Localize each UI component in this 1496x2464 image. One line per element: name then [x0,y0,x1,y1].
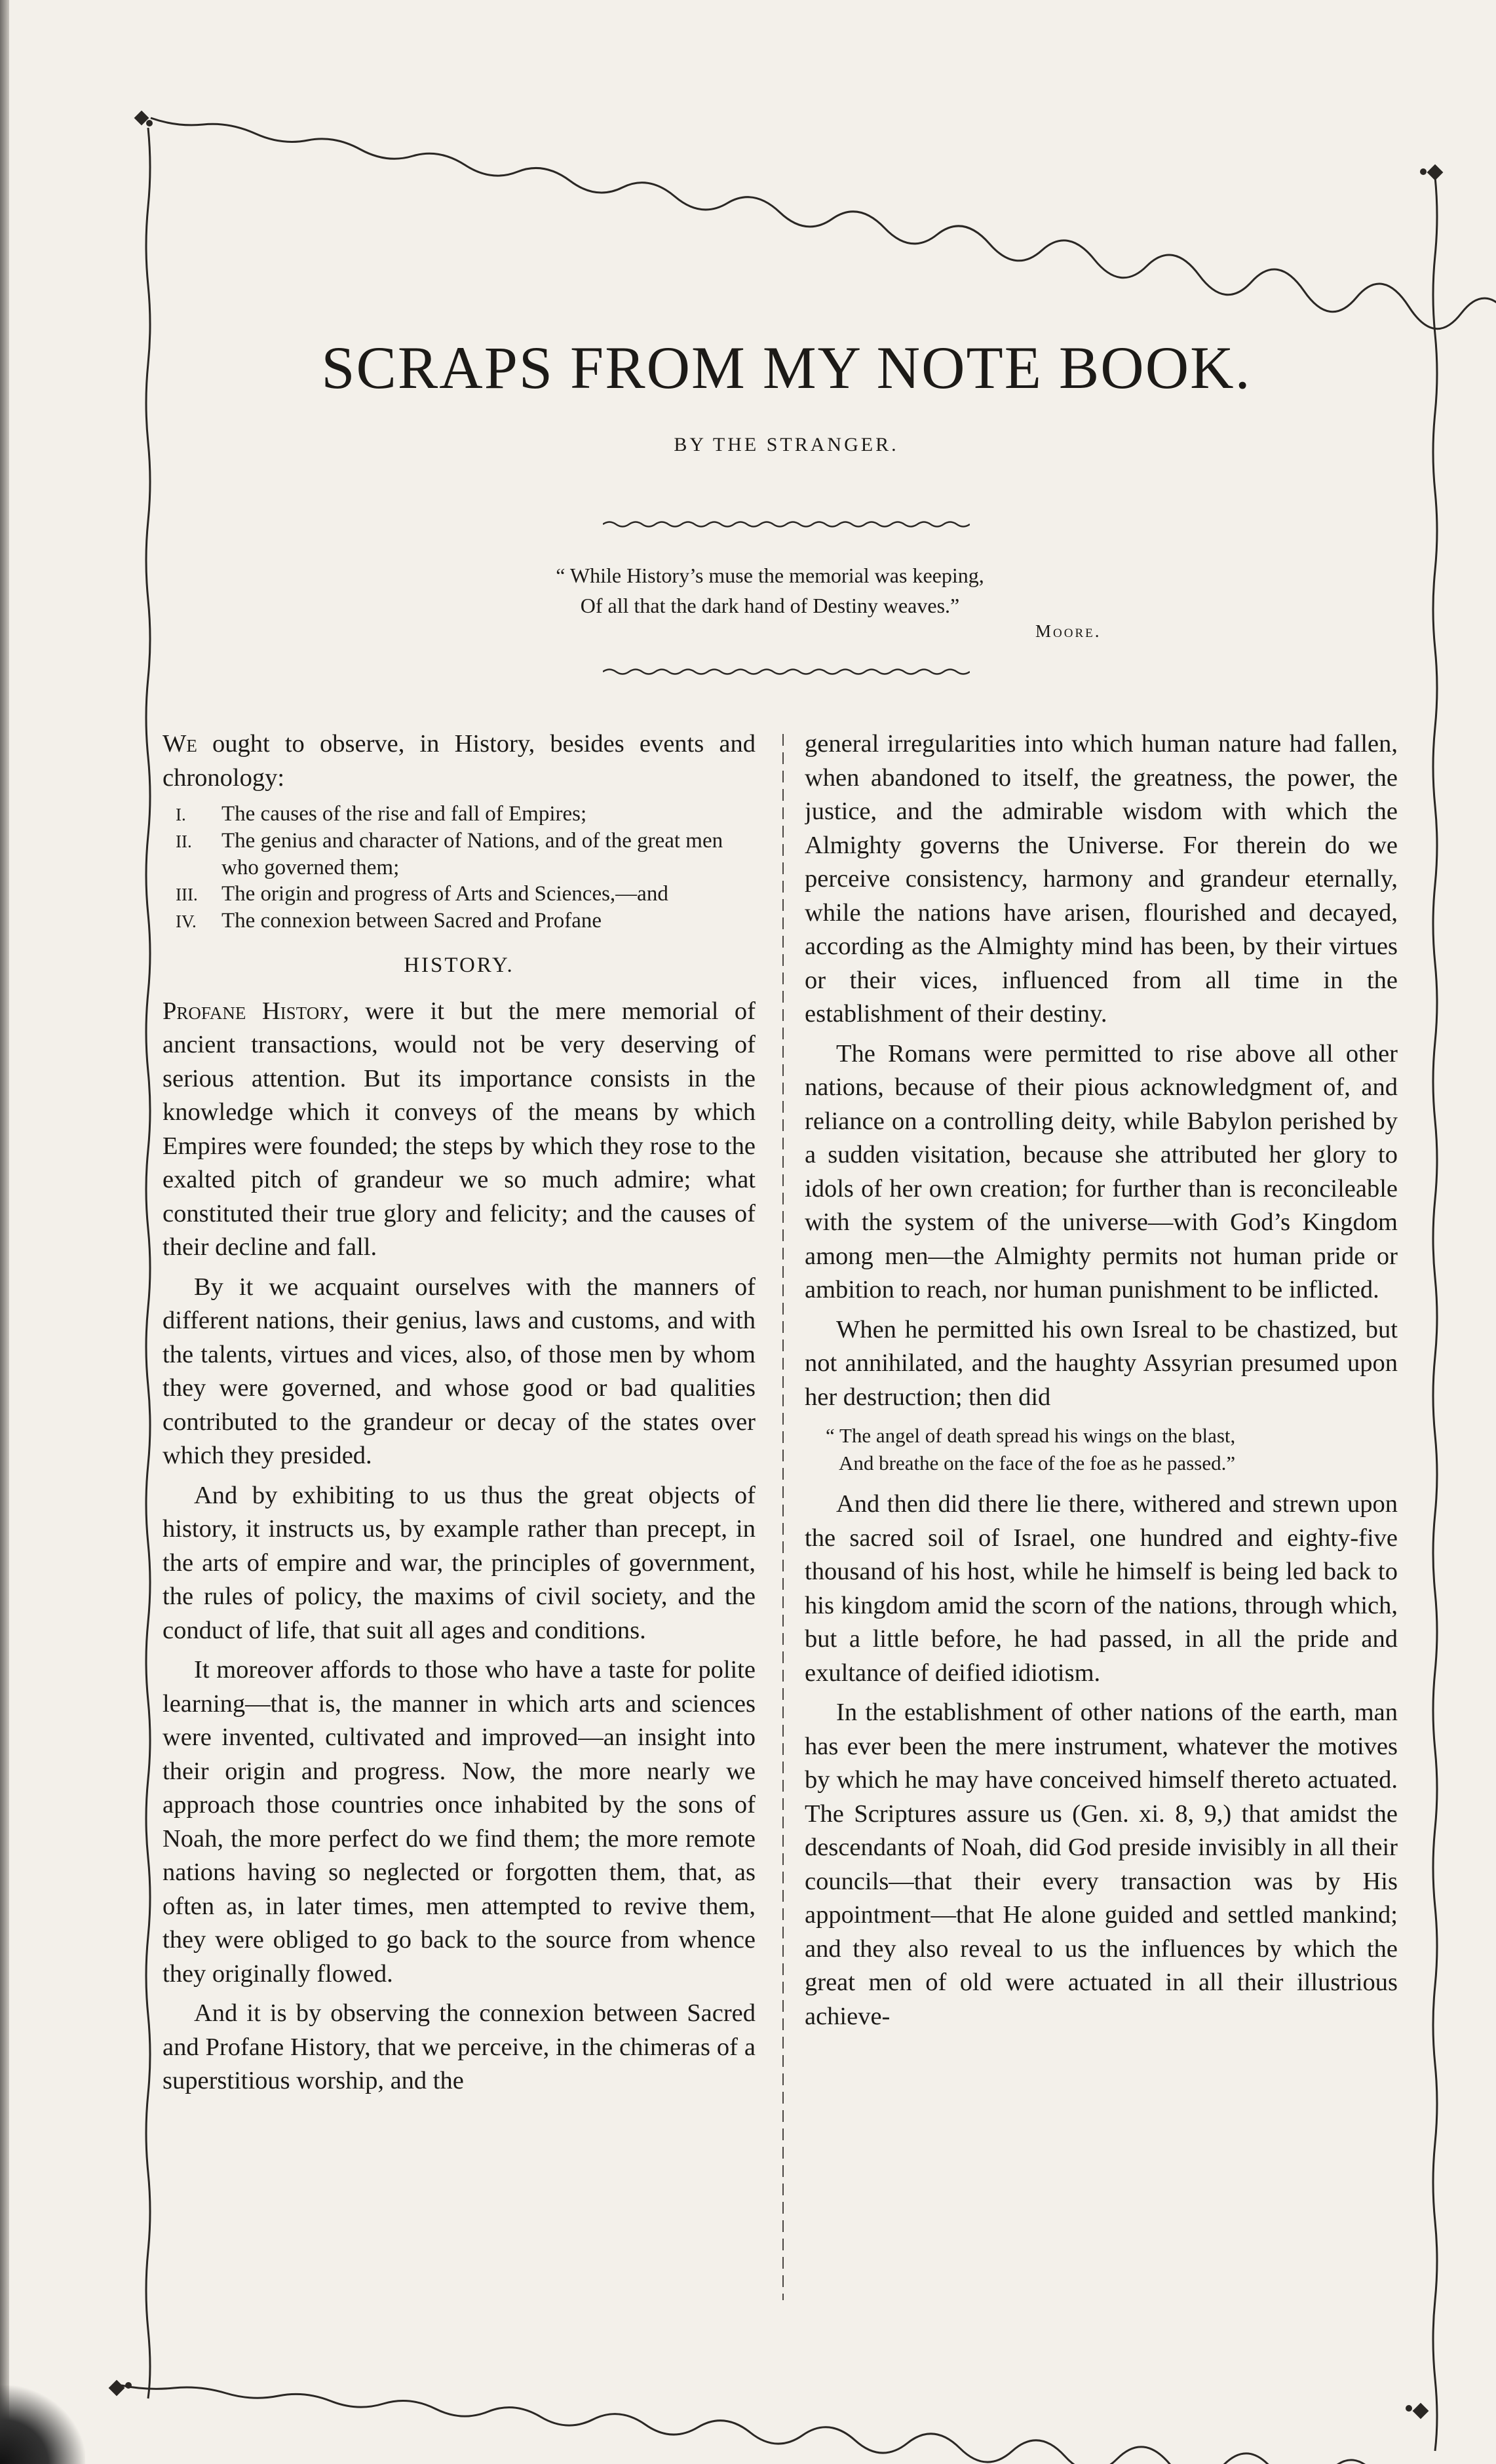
body-paragraph: And it is by observing the connexion between Sacred and Profane History, that we perceive, in the chimeras of a superstitious worship, and the [163,1999,756,2094]
list-item-number: II. [176,832,192,851]
page-corner-shadow [0,2385,85,2464]
quote-line-2: And breathe on the face of the foe as he passed.” [839,1452,1236,1474]
body-paragraph: By it we acquaint ourselves with the manners of different nations, their genius, laws and customs, and with the talents, virtues and vices, also, of those men by whom they were governed, and whose good or bad qualities contributed to the grandeur or decay of the states over which they presided. [163,1273,756,1469]
body-paragraph: When he permitted his own Isreal to be chastized, but not annihilated, and the haughty Assyrian presumed upon her destruction; then did [805,1315,1398,1411]
body-paragraph: And then did there lie there, withered and strewn upon the sacred soil of Israel, one hundred and eighty-five thousand of his host, while he himself is being led back to his kingdom amid the scorn of the nations, through which, but a little before, he had passed, in all the pride and exultance of deified idiotism. [805,1490,1398,1687]
intro-paragraph [163,727,756,795]
block-quote [805,1422,1398,1477]
epigraph-line-2: Of all that the dark hand of Destiny weaves.” [580,594,960,617]
quote-line-1: “ The angel of death spread his wings on the blast, [826,1424,1236,1447]
list-item-text: The connexion between Sacred and Profane [221,909,602,933]
list-item-number: I. [176,805,186,824]
epigraph-line-1: “ While History’s muse the memorial was keeping, [556,564,984,587]
paragraph-text: , were it but the mere memorial of ancient transactions, would not be very deserving of serious attention. But its importance consists in the knowledge which it conveys of the means by which Empires were founded; the steps by which they rose to the exalted pitch of grandeur we so much admire; what constituted their true glory and felicity; and the causes of their decline and fall. [163,997,756,1261]
list-item-number: III. [176,885,198,904]
right-column [805,727,1398,2307]
list-item-text: The causes of the rise and fall of Empires; [221,802,587,826]
article-byline: BY THE STRANGER. [674,434,899,455]
body-paragraph: The Romans were permitted to rise above all other nations, because of their pious acknowledgment of, and reliance on a controlling deity, while Babylon perished by a sudden visitation, because she attributed her glory to idols of her own creation; for further than is reconcileable with the system of the universe—with God’s Kingdom among men—the Almighty permits not human pride or ambition to reach, nor human punishment to be inflicted. [805,1039,1398,1303]
list-item-number: IV. [176,912,197,931]
body-paragraph: general irregularities into which human nature had fallen, when abandoned to itself, the greatness, the power, the justice, and the admirable wisdom with which the Almighty governs the Universe. For therein do we perceive consistency, harmony and grandeur eternally, while the nations have arisen, flourished and decayed, according as the Almighty mind has been, by their virtues or their vices, influenced from all time in the establishment of their destiny. [805,730,1398,1028]
list-item [163,828,756,881]
body-paragraph: And by exhibiting to us thus the great objects of history, it instructs us, by example rather than precept, in the arts of empire and war, the principles of government, the rules of policy, the maxims of civil society, and the conduct of life, that suit all ages and conditions. [163,1481,756,1644]
paragraph-lead: Profane History [163,997,343,1025]
topics-list [163,801,756,934]
epigraph-attribution: Moore. [1035,621,1102,641]
section-heading: HISTORY. [404,953,514,977]
column-divider [781,734,785,2300]
body-paragraph: In the establishment of other nations of the earth, man has ever been the mere instrument, whatever the motives by which he may have conceived himself thereto actuated. The Scriptures assure us (Gen. xi. 8, 9,) that amidst the descendants of Noah, did God preside invisibly in all their councils—that their every transaction was by His appointment—that He alone guided and settled mankind; and they also reveal to us the influences by which the great men of old were actuated in all their illustrious achieve- [805,1699,1398,2030]
list-item [163,881,756,908]
title-divider-top [603,518,970,531]
list-item [163,908,756,934]
list-item-text: The genius and character of Nations, and of the great men who governed them; [221,829,723,879]
list-item-text: The origin and progress of Arts and Sciences,—and [221,882,668,906]
list-item [163,801,756,828]
epigraph [459,560,1081,621]
body-paragraph: It moreover affords to those who have a taste for polite learning—that is, the manner in which arts and sciences were invented, cultivated and improved—an insight into their origin and progress. Now, the more nearly we approach those countries once inhabited by the sons of Noah, the more perfect do we find them; the more remote nations having so neglected or forgotten them, that, as often as, in later times, men attempted to revive them, they were obliged to go back to the source from whence they originally flowed. [163,1656,756,1988]
left-column [163,727,756,2307]
article-title: SCRAPS FROM MY NOTE BOOK. [321,334,1252,401]
title-divider-bottom [603,665,970,678]
intro-text: ought to observe, in History, besides events and chronology: [163,730,756,792]
intro-drop-word: We [163,730,197,758]
body-paragraph [163,995,756,1265]
